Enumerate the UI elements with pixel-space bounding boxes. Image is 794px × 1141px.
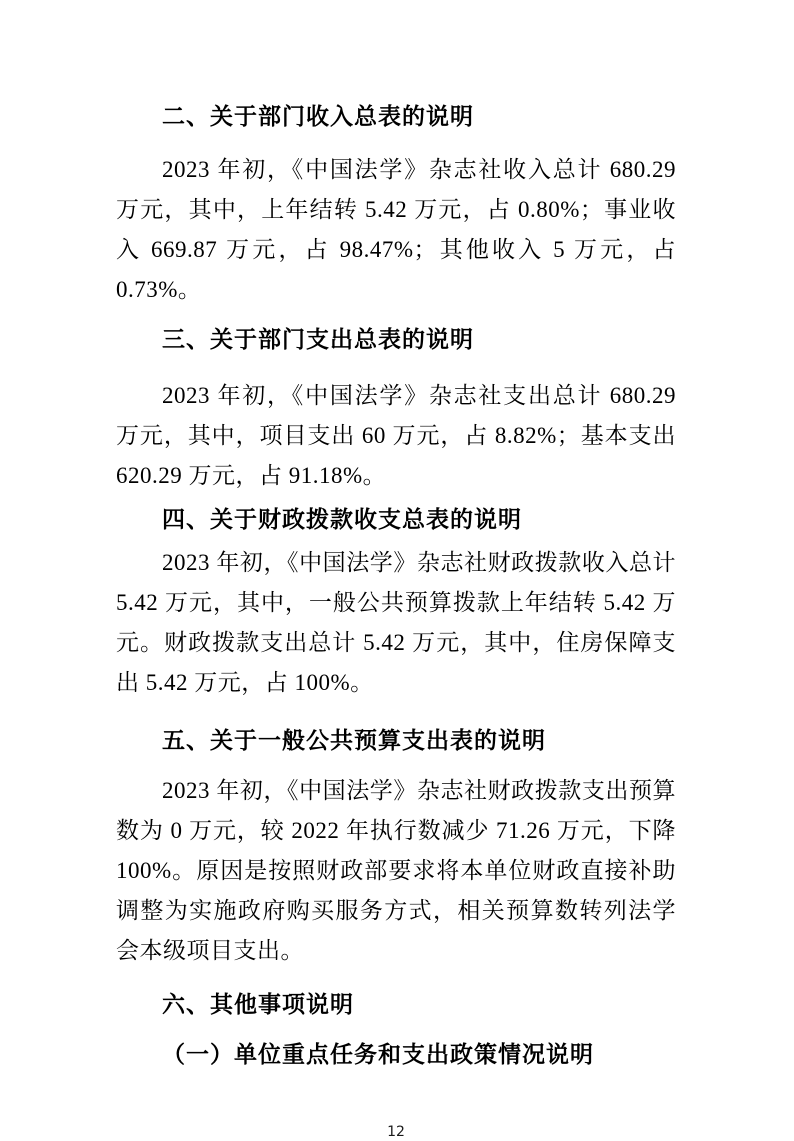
section-subheading-key-tasks: （一）单位重点任务和支出政策情况说明 — [162, 1042, 594, 1067]
section-heading-income-summary: 二、关于部门收入总表的说明 — [162, 104, 474, 129]
section-paragraph-income-summary: 2023 年初，《中国法学》杂志社收入总计 680.29 万元，其中，上年结转 5.42 万元，占 0.80%；事业收入 669.87 万元，占 98.47%；其他收入 5 万元，占 0.73%。 — [116, 157, 676, 302]
section-paragraph-general-public-budget: 2023 年初，《中国法学》杂志社财政拨款支出预算数为 0 万元，较 2022 年执行数减少 71.26 万元，下降 100%。原因是按照财政部要求将本单位财政直接补助调整为实施政府购买服务方式，相关预算数转列法学会本级项目支出。 — [116, 778, 676, 963]
page-number: 12 — [387, 1124, 405, 1140]
section-heading-other-matters: 六、其他事项说明 — [162, 992, 354, 1017]
section-heading-expenditure-summary: 三、关于部门支出总表的说明 — [162, 327, 474, 352]
section-paragraph-expenditure-summary: 2023 年初，《中国法学》杂志社支出总计 680.29 万元，其中，项目支出 60 万元，占 8.82%；基本支出 620.29 万元，占 91.18%。 — [116, 383, 676, 488]
section-paragraph-fiscal-appropriation-summary: 2023 年初，《中国法学》杂志社财政拨款收入总计 5.42 万元，其中，一般公共预算拨款上年结转 5.42 万元。财政拨款支出总计 5.42 万元，其中，住房保障支出 5.42 万元，占 100%。 — [116, 550, 676, 695]
section-heading-fiscal-appropriation-summary: 四、关于财政拨款收支总表的说明 — [162, 507, 522, 532]
section-heading-general-public-budget: 五、关于一般公共预算支出表的说明 — [162, 728, 546, 753]
